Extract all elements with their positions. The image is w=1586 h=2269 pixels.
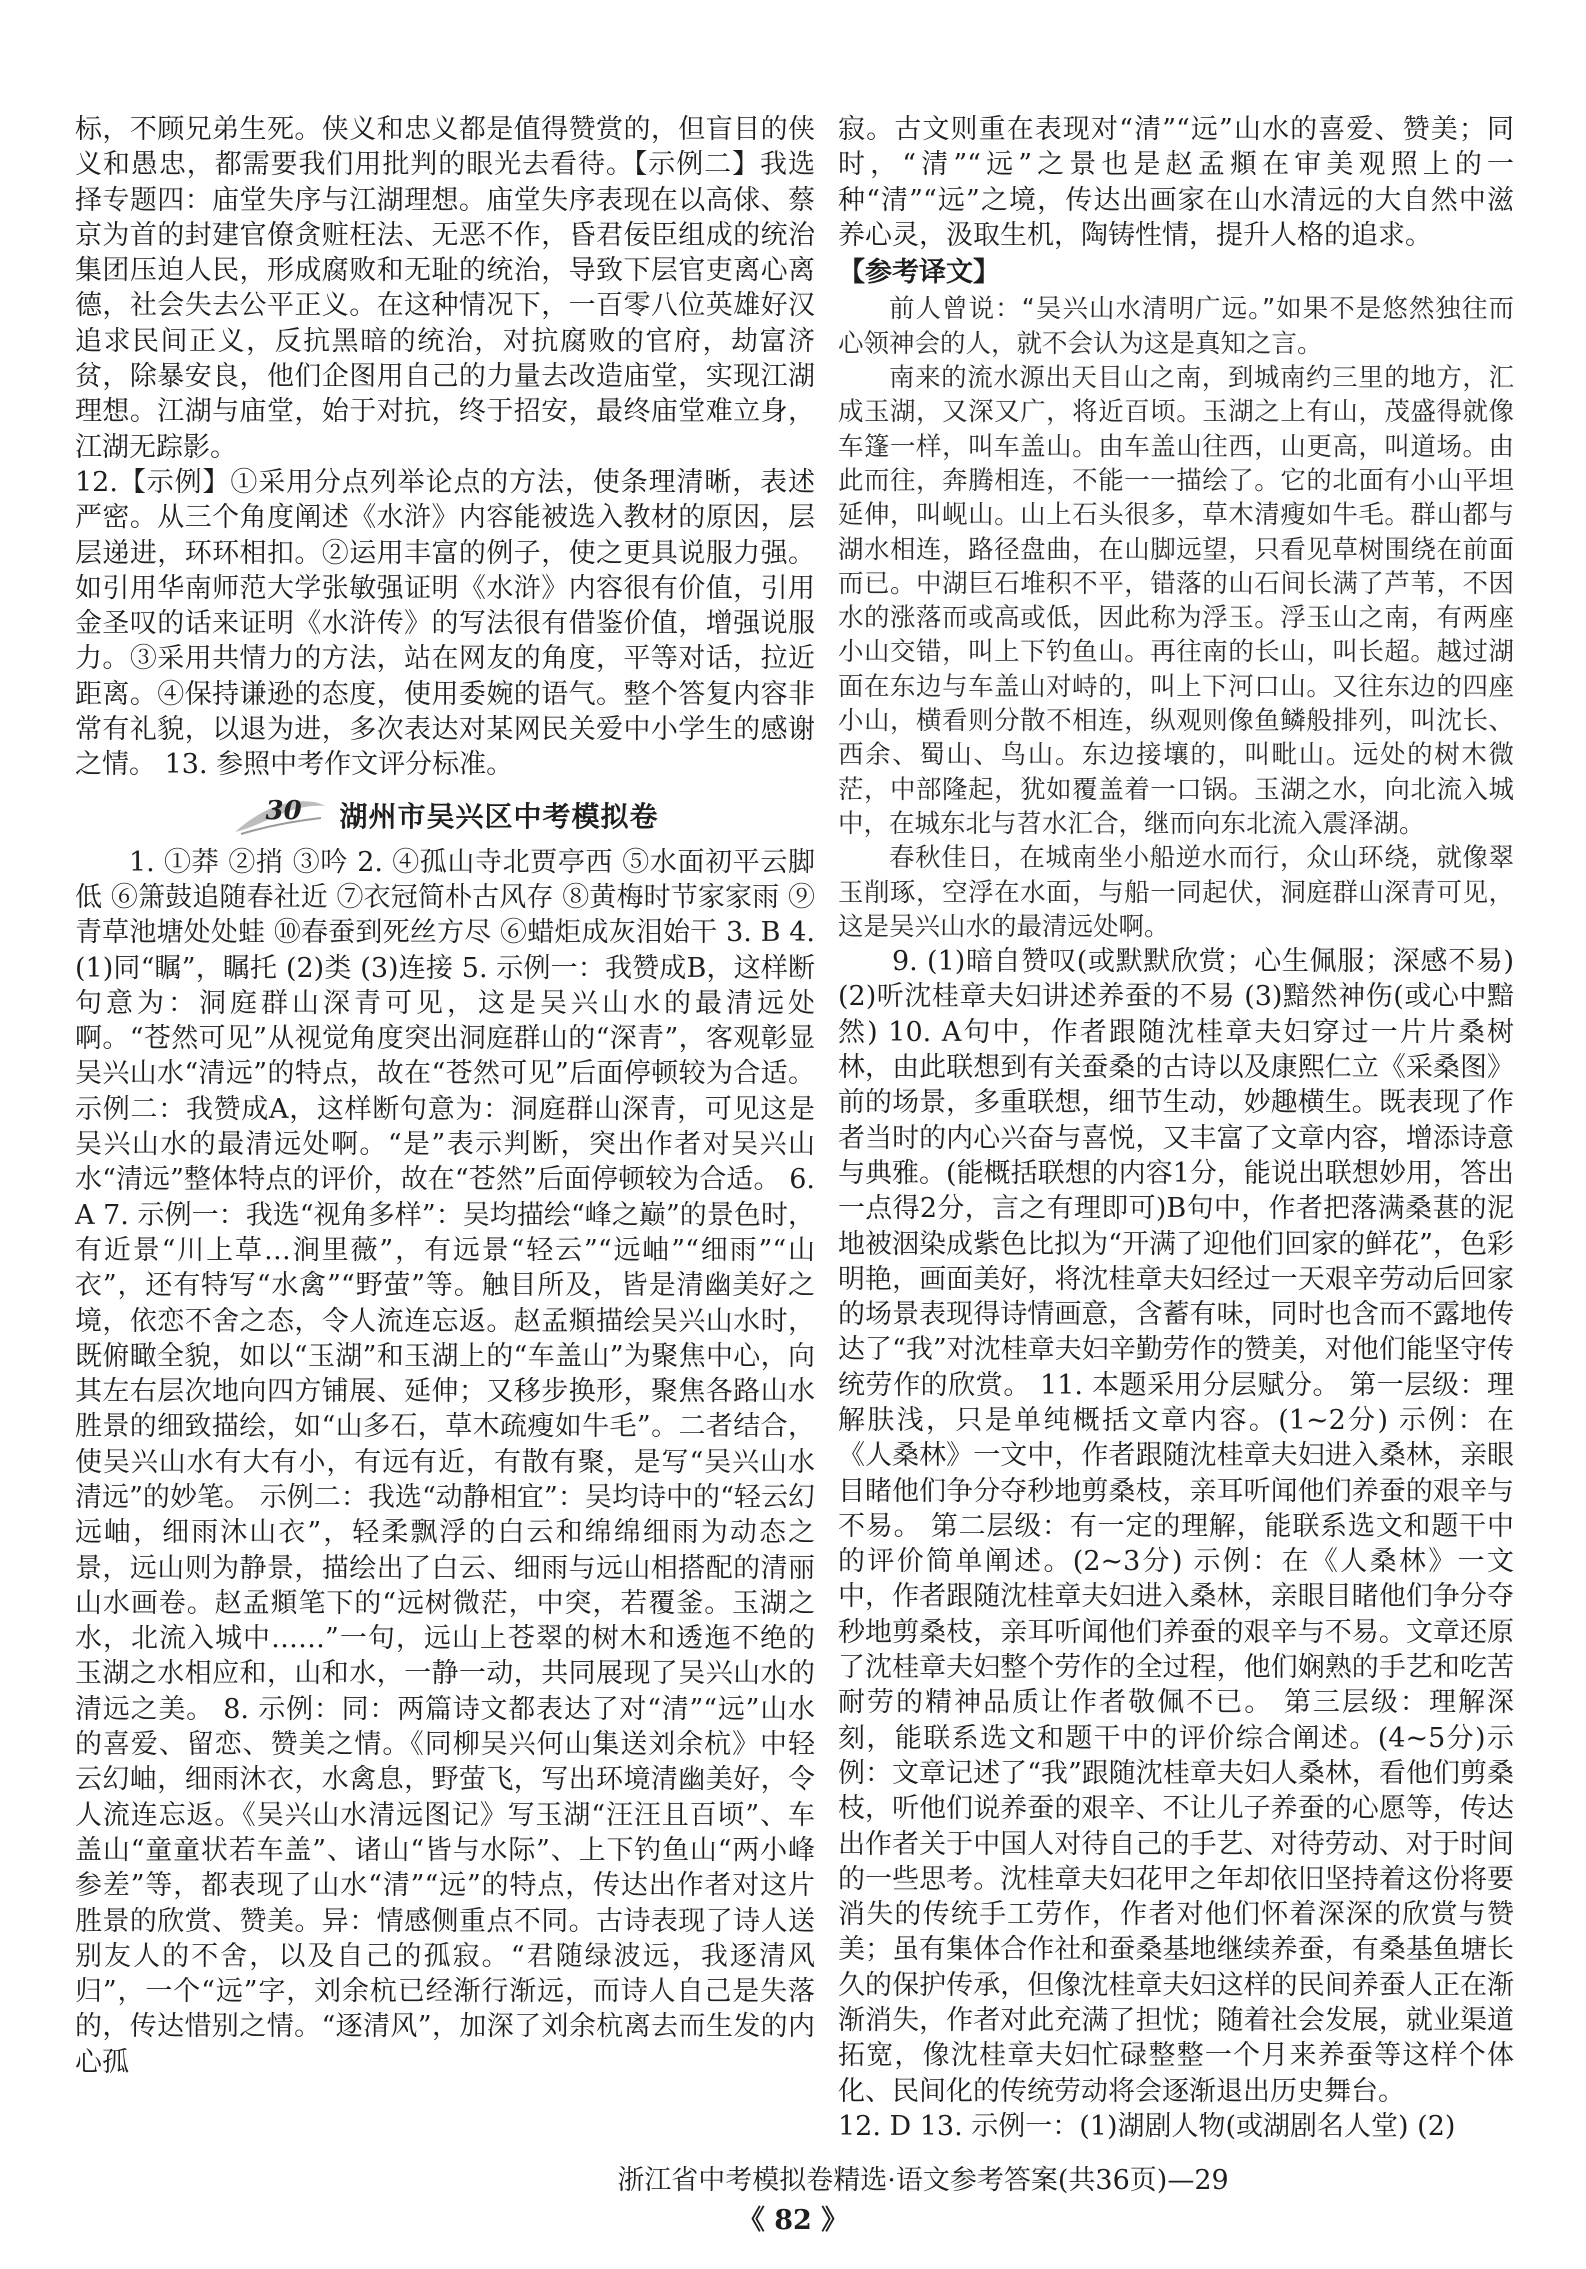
translation-paragraph: 前人曾说：“吴兴山水清明广远。”如果不是悠然独往而心领神会的人，就不会认为这是真知之言。 [838,294,1514,359]
left-column [75,112,815,2080]
exam-section-title [75,789,815,841]
answer-text-q12-q13: 12.【示例】①采用分点列举论点的方法，使条理清晰，表述严密。从三个角度阐述《水浒》内容能被选入教材的原因，层层递进，环环相扣。②运用丰富的例子，使之更具说服力强。如引用华南师范大学张敏强证明《水浒》内容很有价值，引用金圣叹的话来证明《水浒传》的写法很有借鉴价值，增强说服力。③采用共情力的方法，站在网友的角度，平等对话，拉近距离。④保持谦逊的态度，使用委婉的语气。整个答复内容非常有礼貌，以退为进，多次表达对某网民关爱中小学生的感谢之情。 13. 参照中考作文评分标准。 [75,466,815,781]
translation-paragraph: 南来的流水源出天目山之南，到城南约三里的地方，汇成玉湖，又深又广，将近百顷。玉湖之上有山，茂盛得就像车篷一样，叫车盖山。由车盖山往西，山更高，叫道场。由此而往，奔腾相连，不能一一描绘了。它的北面有小山平坦延伸，叫岘山。山上石头很多，草木清瘦如牛毛。群山都与湖水相连，路径盘曲，在山脚远望，只看见草树围绕在前面而已。中湖巨石堆积不平，错落的山石间长满了芦苇，不因水的涨落而或高或低，因此称为浮玉。浮玉山之南，有两座小山交错，叫上下钓鱼山。再往南的长山，叫长超。越过湖面在东边与车盖山对峙的，叫上下河口山。又往东边的四座小山，横看则分散不相连，纵观则像鱼鳞般排列，叫沈长、西余、蜀山、鸟山。东边接壤的，叫毗山。远处的树木微茫，中部隆起，犹如覆盖着一口锅。玉湖之水，向北流入城中，在城东北与苕水汇合，继而向东北流入震泽湖。 [838,363,1514,839]
exam-title-text: 湖州市吴兴区中考模拟卷 [339,799,659,833]
answer-text-q9-q11: 9. (1)暗自赞叹(或默默欣赏；心生佩服；深感不易) (2)听沈桂章夫妇讲述养蚕的不易 (3)黯然神伤(或心中黯然) 10. A句中，作者跟随沈桂章夫妇穿过一片片桑树林，由此联想到有关蚕桑的古诗以及康熙仁立《采桑图》前的场景，多重联想，细节生动，妙趣横生。既表现了作者当时的内心兴奋与喜悦，又丰富了文章内容，增添诗意与典雅。(能概括联想的内容1分，能说出联想妙用，答出一点得2分，言之有理即可)B句中，作者把落满桑葚的泥地被洇染成紫色比拟为“开满了迎他们回家的鲜花”，色彩明艳，画面美好，将沈桂章夫妇经过一天艰辛劳动后回家的场景表现得诗情画意，含蓄有味，同时也含而不露地传达了“我”对沈桂章夫妇辛勤劳作的赞美，对他们能坚守传统劳作的欣赏。 11. 本题采用分层赋分。 第一层级：理解肤浅，只是单纯概括文章内容。(1~2分) 示例：在《人桑林》一文中，作者跟随沈桂章夫妇进入桑林，亲眼目睹他们争分夺秒地剪桑枝，亲耳听闻他们养蚕的艰辛与不易。 第二层级：有一定的理解，能联系选文和题干中的评价简单阐述。(2~3分) 示例：在《人桑林》一文中，作者跟随沈桂章夫妇进入桑林，亲眼目睹他们争分夺秒地剪桑枝，亲耳听闻他们养蚕的艰辛与不易。文章还原了沈桂章夫妇整个劳作的全过程，他们娴熟的手艺和吃苦耐劳的精神品质让作者敬佩不已。 第三层级：理解深刻，能联系选文和题干中的评价综合阐述。(4~5分)示例：文章记述了“我”跟随沈桂章夫妇人桑林，看他们剪桑枝，听他们说养蚕的艰辛、不让儿子养蚕的心愿等，传达出作者关于中国人对待自己的手艺、对待劳动、对于时间的一些思考。沈桂章夫妇花甲之年却依旧坚持着这份将要消失的传统手工劳作，作者对他们怀着深深的欣赏与赞美；虽有集体合作社和蚕桑基地继续养蚕，有桑基鱼塘长久的保护传承，但像沈桂章夫妇这样的民间养蚕人正在渐渐消失，作者对此充满了担忧；随着社会发展，就业渠道拓宽，像沈桂章夫妇忙碌整整一个月来养蚕等这样个体化、民间化的传统劳动将会逐渐退出历史舞台。 [838,946,1514,2107]
page-footer [0,2164,1586,2238]
right-column [838,112,1514,2144]
answer-text-q8-continued: 寂。古文则重在表现对“清”“远”山水的喜爱、赞美；同时，“清”“远”之景也是赵孟頫在审美观照上的一种“清”“远”之境，传达出画家在山水清远的大自然中滋养心灵，汲取生机，陶铸性情，提升人格的追求。 [838,114,1514,251]
answer-text-q1-q8: 1. ①莽 ②捎 ③吟 2. ④孤山寺北贾亭西 ⑤水面初平云脚低 ⑥箫鼓追随春社近 ⑦衣冠简朴古风存 ⑧黄梅时节家家雨 ⑨青草池塘处处蛙 ⑩春蚕到死丝方尽 ⑥蜡炬成灰泪始干 3. B 4. (1)同“瞩”，瞩托 (2)类 (3)连接 5. 示例一：我赞成B，这样断句意为：洞庭群山深青可见，这是吴兴山水的最清远处啊。“苍然可见”从视觉角度突出洞庭群山的“深青”，客观彰显吴兴山水“清远”的特点，故在“苍然可见”后面停顿较为合适。 示例二：我赞成A，这样断句意为：洞庭群山深青，可见这是吴兴山水的最清远处啊。“是”表示判断，突出作者对吴兴山水“清远”整体特点的评价，故在“苍然”后面停顿较为合适。 6. A 7. 示例一：我选“视角多样”：吴均描绘“峰之巅”的景色时，有近景“川上草…涧里薇”，有远景“轻云”“远岫”“细雨”“山衣”，还有特写“水禽”“野萤”等。触目所及，皆是清幽美好之境，依恋不舍之态，令人流连忘返。赵孟頫描绘吴兴山水时，既俯瞰全貌，如以“玉湖”和玉湖上的“车盖山”为聚焦中心，向其左右层次地向四方铺展、延伸；又移步换形，聚焦各路山水胜景的细致描绘，如“山多石，草木疏瘦如牛毛”。二者结合，使吴兴山水有大有小，有远有近，有散有聚，是写“吴兴山水清远”的妙笔。 示例二：我选“动静相宜”：吴均诗中的“轻云幻远岫，细雨沐山衣”，轻柔飘浮的白云和绵绵细雨为动态之景，远山则为静景，描绘出了白云、细雨与远山相搭配的清丽山水画卷。赵孟頫笔下的“远树微茫，中突，若覆釜。玉湖之水，北流入城中……”一句，远山上苍翠的树木和透迤不绝的玉湖之水相应和，山和水，一静一动，共同展现了吴兴山水的清远之美。 8. 示例：同：两篇诗文都表达了对“清”“远”山水的喜爱、留恋、赞美之情。《同柳吴兴何山集送刘余杭》中轻云幻岫，细雨沐衣，水禽息，野萤飞，写出环境清幽美好，令人流连忘返。《吴兴山水清远图记》写玉湖“汪汪且百顷”、车盖山“童童状若车盖”、诸山“皆与水际”、上下钓鱼山“两小峰参差”等，都表现了山水“清”“远”的特点，传达出作者对这片胜景的欣赏、赞美。异：情感侧重点不同。古诗表现了诗人送别友人的不舍，以及自己的孤寂。“君随绿波远，我逐清风归”，一个“远”字，刘余杭已经渐行渐远，而诗人自己是失落的，传达惜别之情。“逐清风”，加深了刘余杭离去而生发的内心孤 [75,846,815,2078]
exam-number: 30 [265,795,302,826]
translation-heading: 【参考译文】 [838,257,1000,289]
exam-number-badge [231,792,327,838]
answer-text-q12-q13: 12. D 13. 示例一：(1)湖剧人物(或湖剧名人堂) (2) [838,2110,1456,2142]
translation-paragraph: 春秋佳日，在城南坐小船逆水而行，众山环绕，就像翠玉削琢，空浮在水面，与船一同起伏，洞庭群山深青可见，这是吴兴山水的最清远处啊。 [838,843,1514,942]
footer-text: 浙江省中考模拟卷精选·语文参考答案(共36页)—29 [617,2165,1229,2196]
answer-text-q11-continued: 标，不顾兄弟生死。侠义和忠义都是值得赞赏的，但盲目的侠义和愚忠，都需要我们用批判的眼光去看待。【示例二】我选择专题四：庙堂失序与江湖理想。庙堂失序表现在以高俅、蔡京为首的封建官僚贪赃枉法、无恶不作，昏君佞臣组成的统治集团压迫人民，形成腐败和无耻的统治，导致下层官吏离心离德，社会失去公平正义。在这种情况下，一百零八位英雄好汉追求民间正义，反抗黑暗的统治，对抗腐败的官府，劫富济贫，除暴安良，他们企图用自己的力量去改造庙堂，实现江湖理想。江湖与庙堂，始于对抗，终于招安，最终庙堂难立身，江湖无踪影。 [75,114,815,463]
page-number: 《 82 》 [737,2205,849,2236]
